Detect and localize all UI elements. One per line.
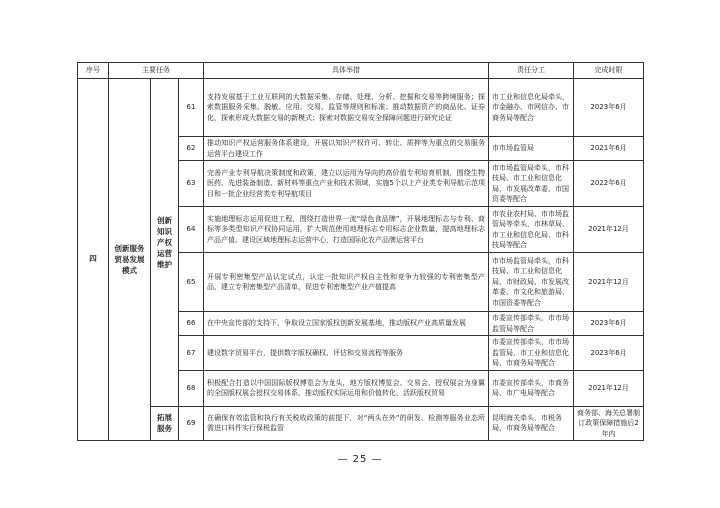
- row-index: 69: [179, 406, 204, 441]
- row-measure: 在中央宣传部的支持下，争取设立国家版权创新发展基地，推动版权产业高质量发展: [204, 312, 489, 336]
- row-measure: 在确保有效监管和执行有关税收政策的前提下，对“两头在外”的研发、检测等服务业态所需进口料件实行保税监管: [204, 406, 489, 441]
- row-deadline: 2021年12月: [574, 370, 644, 406]
- row-deadline: 2021年12月: [574, 207, 644, 253]
- measures-table: [77, 62, 644, 441]
- header-main-task: 主要任务: [109, 63, 204, 79]
- row-responsibility: 市市场监管局牵头，市科技局、市工业和信息化局、市财政局、市发展改革委、市文化和旅游局、市国资委等配合: [489, 253, 574, 312]
- page-number: — 25 —: [337, 454, 383, 465]
- row-index: 66: [179, 312, 204, 336]
- row-responsibility: 市委宣传部牵头，市市场监管局等配合: [489, 312, 574, 336]
- table-row: [78, 406, 644, 441]
- row-deadline: 2023年6月: [574, 336, 644, 371]
- row-measure: 积极配合打造以中国国际版权博览会为龙头，地方版权博览会、交易会、授权展会为身翼的全国版权展会授权交易体系，推动版权实际运用和价值转化，活跃版权贸易: [204, 370, 489, 406]
- subtask-expand: 拓展服务: [151, 406, 179, 441]
- row-measure: 建设数字贸易平台，提供数字版权确权、评估和交易流程等服务: [204, 336, 489, 371]
- section-title: 创新服务贸易发展模式: [109, 79, 151, 441]
- row-index: 68: [179, 370, 204, 406]
- subtask-ip: 创新知识产权运营维护: [151, 79, 179, 407]
- row-index: 63: [179, 161, 204, 207]
- row-index: 64: [179, 207, 204, 253]
- row-responsibility: 市市场监管局牵头，市科技局、市工业和信息化局、市发展改革委、市国资委等配合: [489, 161, 574, 207]
- header-no: 序号: [78, 63, 109, 79]
- header-deadline: 完成时限: [574, 63, 644, 79]
- row-index: 61: [179, 79, 204, 137]
- section-number: 四: [78, 79, 109, 441]
- row-responsibility: 市委宣传部牵头，市商务局、市广电局等配合: [489, 370, 574, 406]
- row-index: 65: [179, 253, 204, 312]
- row-deadline: 2023年6月: [574, 79, 644, 137]
- row-measure: 支持发展基于工业互联网的大数据采集、存储、处理、分析、挖掘和交易等跨境服务；探索数据服务采集、脱敏、应用、交易、监管等规则和标准；推动数据资产的商品化、证券化，探索形成大数据交易的新模式；探索对数据交易安全保障问题进行研究论证: [204, 79, 489, 137]
- row-index: 67: [179, 336, 204, 371]
- row-responsibility: 市委宣传部牵头，市市场监管局、市工业和信息化局、市商务局等配合: [489, 336, 574, 371]
- row-deadline: 商务部、海关总署制订政策保障措施后2年内: [574, 406, 644, 441]
- table-header-row: [78, 63, 644, 79]
- row-measure: 开展专利密集型产品认定试点，认定一批知识产权自主性和竞争力较强的专利密集型产品，建立专利密集型产品清单，促进专利密集型产业产值提高: [204, 253, 489, 312]
- header-responsibility: 责任分工: [489, 63, 574, 79]
- table-row: [78, 79, 644, 137]
- row-responsibility: 昆明海关牵头，市税务局、市商务局等配合: [489, 406, 574, 441]
- row-index: 62: [179, 137, 204, 161]
- row-measure: 推动知识产权运营服务体系建设，开展以知识产权许可、转让、质押等为重点的交易服务运营平台建设工作: [204, 137, 489, 161]
- row-deadline: 2021年6月: [574, 137, 644, 161]
- row-responsibility: 市农业农村局、市市场监管局等牵头，市林草局、市工业和信息化局、市科技局等配合: [489, 207, 574, 253]
- row-responsibility: 市市场监管局: [489, 137, 574, 161]
- row-measure: 实施地理标志运用促进工程，围绕打造世界一流“绿色食品牌”，开展地理标志与专利、商标等多类型知识产权协同运用，扩大规范使用地理标志专用标志企业数量，提高地理标志产品产值。建设区域地理标志运营中心，打造国际化农产品牌运营平台: [204, 207, 489, 253]
- header-measures: 具体举措: [204, 63, 489, 79]
- row-deadline: 2021年12月: [574, 253, 644, 312]
- row-deadline: 2023年6月: [574, 312, 644, 336]
- measures-table-section: [77, 62, 643, 441]
- row-responsibility: 市工业和信息化局牵头，市金融办、市网信办、市商务局等配合: [489, 79, 574, 137]
- row-measure: 完善产业专利导航决策制度和政策，建立以运用为导向的高价值专利培育机制，围绕生物医药、先进装备制造、新材料等重点产业和技术领域，实施5个以上产业类专利导航示范项目和一批企业经营类专利导航项目: [204, 161, 489, 207]
- row-deadline: 2022年6月: [574, 161, 644, 207]
